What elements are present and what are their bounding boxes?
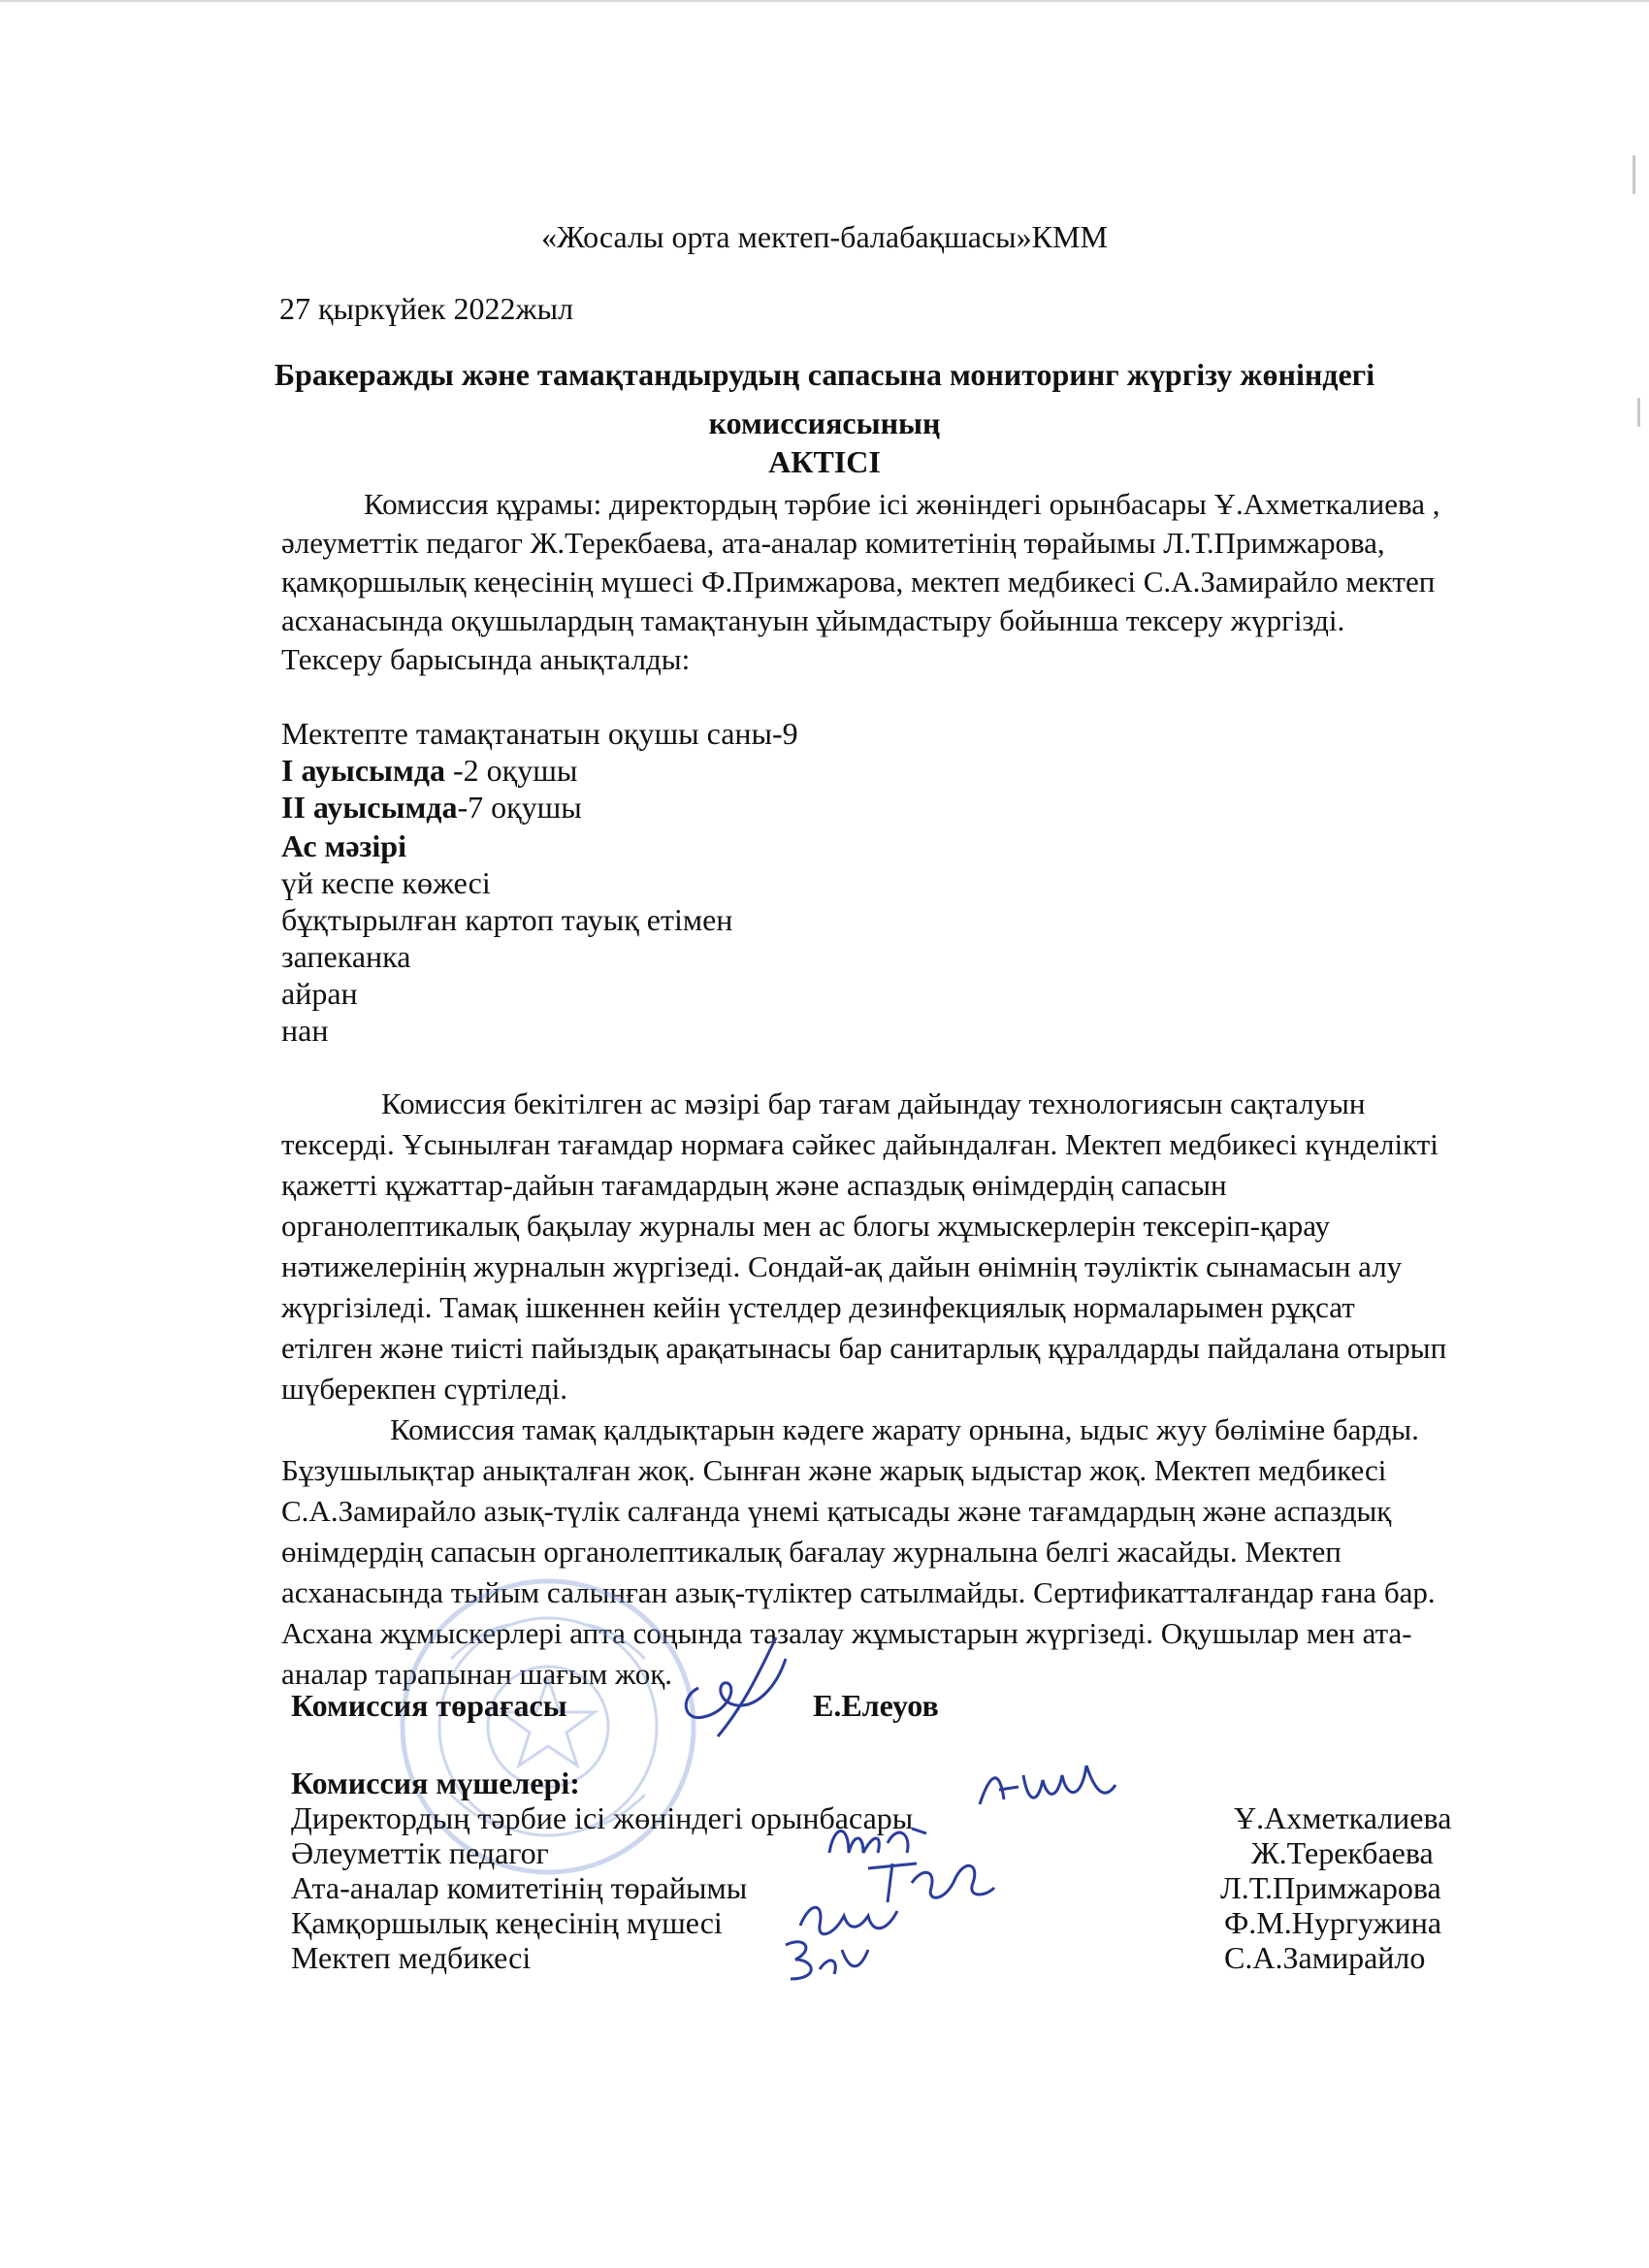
shift2-line <box>281 788 582 826</box>
chair-name: Е.Елеуов <box>813 1688 939 1723</box>
member-name: Ф.М.Нургужина <box>1224 1905 1442 1940</box>
act-title-line1: Бракеражды және тамақтандырудың сапасына мониторинг жүргізу жөніндегі <box>274 357 1375 392</box>
shift1-value: -2 оқушы <box>452 753 578 788</box>
paragraph-line: қажетті құжаттар-дайын тағамдардың және аспаздық өнімдердің сапасын <box>281 1168 1227 1202</box>
paragraph-line: органолептикалық бақылау журналы мен ас блогы жұмыскерлерін тексеріп-қарау <box>281 1209 1330 1243</box>
chair-signature <box>660 1630 815 1756</box>
scan-edge-mark <box>1633 155 1635 194</box>
member-signature <box>970 1746 1125 1824</box>
menu-item: бұқтырылған картоп тауық етімен <box>281 902 733 937</box>
paragraph-line: нәтижелерінің журналын жүргізеді. Сондай-ақ дайын өнімнің тәуліктік сынамасын алу <box>281 1249 1403 1283</box>
intro-line: асханасында оқушылардың тамақтануын ұйымдастыру бойынша тексеру жүргізді. <box>281 603 1345 637</box>
member-name: Ұ.Ахметкалиева <box>1234 1800 1452 1835</box>
member-role: Мектеп медбикесі <box>291 1940 532 1975</box>
member-name: Л.Т.Примжарова <box>1220 1870 1441 1905</box>
paragraph-line: аналар тарапынан шағым жоқ. <box>281 1657 672 1691</box>
intro-line: Тексеру барысында анықталды: <box>281 642 691 676</box>
member-role: Қамқоршылық кеңесінің мүшесі <box>291 1905 723 1940</box>
paragraph-line: Комиссия тамақ қалдықтарын кәдеге жарату орнына, ыдыс жуу бөліміне барды. <box>390 1412 1419 1446</box>
intro-line: әлеуметтік педагог Ж.Терекбаева, ата-аналар комитетінің төрайымы Л.Т.Примжарова, <box>281 526 1385 560</box>
member-name: Ж.Терекбаева <box>1251 1835 1434 1870</box>
scan-top-edge <box>0 0 1649 2</box>
menu-item: запеканка <box>281 939 411 974</box>
act-title-line2: комиссиясының <box>708 405 941 440</box>
member-name: С.А.Замирайло <box>1224 1940 1426 1975</box>
organization-name: «Жосалы орта мектеп-балабақшасы»КММ <box>541 219 1108 254</box>
act-title-line3: АКТІСІ <box>768 444 881 479</box>
shift1-label: І ауысымда <box>281 753 453 788</box>
menu-label: Ас мәзірі <box>281 828 406 863</box>
paragraph-line: Асхана жұмыскерлері апта соңында тазалау жұмыстарын жүргізеді. Оқушылар мен ата- <box>281 1616 1412 1650</box>
paragraph-line: Комиссия бекітілген ас мәзірі бар тағам дайындау технологиясын сақталуын <box>381 1086 1366 1120</box>
intro-line: Комиссия құрамы: директордың тәрбие ісі жөніндегі орынбасары Ұ.Ахметкалиева , <box>364 487 1440 521</box>
shift2-value: -7 оқушы <box>457 790 582 825</box>
member-role: Директордың тәрбие ісі жөніндегі орынбасары <box>291 1800 914 1835</box>
shift1-line <box>281 751 577 790</box>
chair-label: Комиссия төрағасы <box>291 1688 567 1723</box>
members-label: Комиссия мүшелері: <box>291 1766 580 1800</box>
paragraph-line: шүберекпен сүртіледі. <box>281 1372 567 1406</box>
shift2-label: ІІ ауысымда <box>281 790 458 825</box>
paragraph-line: өнімдердің сапасын органолептикалық бағалау журналына белгі жасайды. Мектеп <box>281 1535 1342 1569</box>
document-date: 27 қыркүйек 2022жыл <box>279 291 574 326</box>
paragraph-line: С.А.Замирайло азық-түлік салғанда үнемі қатысады және тағамдардың және аспаздық <box>281 1494 1392 1528</box>
paragraph-line: асханасында тыйым салынған азық-түліктер сатылмайды. Сертификатталғандар ғана бар. <box>281 1575 1436 1609</box>
menu-item: айран <box>281 976 358 1011</box>
member-signature <box>776 1930 883 1989</box>
paragraph-line: Бұзушылықтар анықталған жоқ. Сынған және жарық ыдыстар жоқ. Мектеп медбикесі <box>281 1453 1387 1487</box>
member-role: Ата-аналар комитетінің төрайымы <box>291 1870 748 1905</box>
menu-item: үй кеспе көжесі <box>281 865 491 900</box>
paragraph-line: тексерді. Ұсынылған тағамдар нормаға сәйкес дайындалған. Мектеп медбикесі күнделікті <box>281 1127 1439 1161</box>
menu-item: нан <box>281 1013 329 1048</box>
students-total: Мектепте тамақтанатын оқушы саны-9 <box>281 716 798 751</box>
paragraph-line: етілген және тиісті пайыздық арақатынасы бар санитарлық құралдарды пайдалана отырып <box>281 1331 1447 1365</box>
intro-line: қамқоршылық кеңесінің мүшесі Ф.Примжарова, мектеп медбикесі С.А.Замирайло мектеп <box>281 565 1436 599</box>
member-role: Әлеуметтік педагог <box>291 1835 549 1870</box>
paragraph-line: жүргізіледі. Тамақ ішкеннен кейін үстелдер дезинфекциялық нормаларымен рұқсат <box>281 1290 1355 1324</box>
